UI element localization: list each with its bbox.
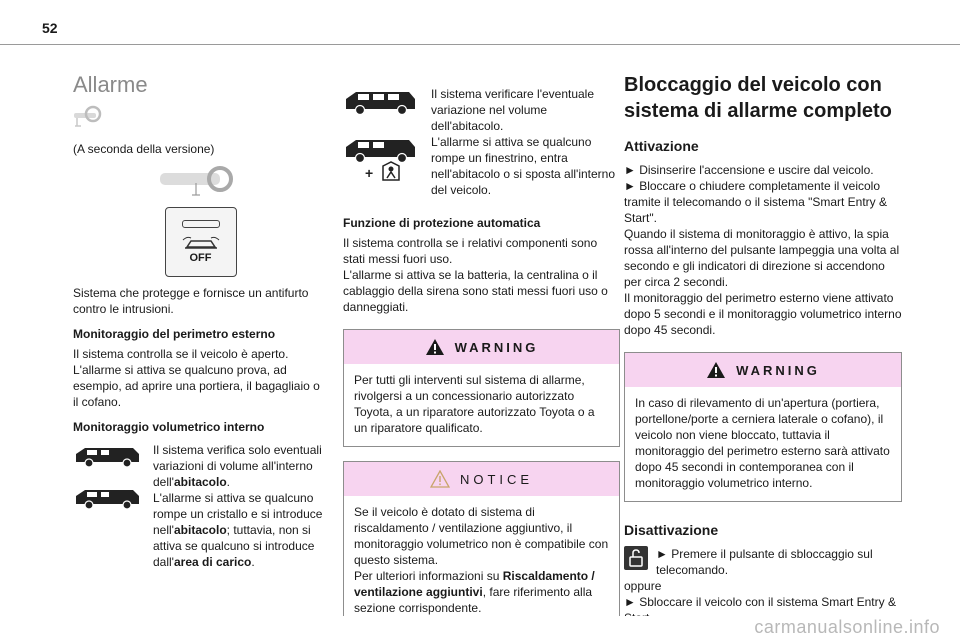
section-title-full-alarm: Bloccaggio del veicolo con sistema di allarme completo xyxy=(624,74,892,122)
van-side-icon-2 xyxy=(73,488,143,510)
warning-icon xyxy=(425,338,445,356)
van-intrusion-icon xyxy=(343,138,419,184)
section-title-alarm: Allarme xyxy=(73,72,148,97)
column-full-alarm xyxy=(624,62,902,626)
activation-step-1: ► Disinserire l'accensione e uscire dal veicolo. xyxy=(624,163,874,177)
activation-step-2: ► Bloccare o chiudere completamente il veicolo tramite il telecomando o il sistema "Smart Entry & Start". xyxy=(624,179,888,225)
heading-activation: Attivazione xyxy=(624,138,699,154)
activation-text-2: Il monitoraggio del perimetro esterno viene attivato dopo 5 secondi e il monitoraggio volumetrico interno dopo 45 secondi. xyxy=(624,291,902,337)
notice-text-1: Se il veicolo è dotato di sistema di riscaldamento / ventilazione aggiuntivo, il monitoraggio volumetrico non è compatibile con questo sistema. xyxy=(354,505,609,567)
alarm-off-button-illustration xyxy=(73,207,328,277)
auto-protection-text-2: L'allarme si attiva se la batteria, la centralina o il cablaggio della sirena sono stati messi fuori uso o danneggiati. xyxy=(343,268,608,314)
van-passenger-icon xyxy=(343,90,419,116)
van-side-icon xyxy=(73,446,143,468)
volume-alarm-text: L'allarme si attiva se qualcuno rompe un finestrino, entra nell'abitacolo o si sposta all'interno del veicolo. xyxy=(431,135,616,197)
notice-text-2: Per ulteriori informazioni su Riscaldamento / ventilazione aggiuntivi, fare riferimento alla sezione corrispondente. xyxy=(354,569,595,615)
steering-illustration xyxy=(73,165,328,199)
column-volumetric xyxy=(343,62,620,627)
auto-protection-text-1: Il sistema controlla se i relativi componenti sono stati messi fuori uso. xyxy=(343,236,598,266)
alarm-intro: Sistema che protegge e fornisce un antifurto contro le intrusioni. xyxy=(73,286,309,316)
volumetric-row xyxy=(73,442,328,570)
warning-box-2 xyxy=(624,352,902,502)
steering-alarm-icon xyxy=(73,104,328,133)
off-label: OFF xyxy=(189,252,212,264)
warning-title-2: WARNING xyxy=(736,362,820,378)
notice-icon xyxy=(430,470,450,488)
warning-text-2: In caso di rilevamento di un'apertura (portiera, portellone/porte a cerniera laterale o cofano), il veicolo non viene bloccato, tuttavia il monitoraggio del perimetro esterno sarà attivato dopo 45 secondi in contemporanea con il monitoraggio volumetrico interno. xyxy=(635,396,890,490)
warning-icon-2 xyxy=(706,361,726,379)
notice-header xyxy=(344,462,619,496)
column-alarm xyxy=(73,62,328,570)
svg-text:+: + xyxy=(365,165,374,181)
warning-header-2 xyxy=(625,353,901,387)
watermark: carmanualsonline.info xyxy=(754,617,940,637)
exterior-monitoring-text: Il sistema controlla se il veicolo è aperto. L'allarme si attiva se qualcuno prova, ad esempio, ad aprire una portiera, il bagagliaio o il cofano. xyxy=(73,347,320,409)
header-divider xyxy=(0,44,960,45)
warning-title: WARNING xyxy=(454,339,539,355)
deactivation-row xyxy=(624,546,902,578)
page-number: 52 xyxy=(42,20,58,36)
volumetric-text: Il sistema verifica solo eventuali variazioni di volume all'interno dell'abitacolo. L'allarme si attiva se qualcuno rompe un cristallo e si introduce nell'abitacolo; tuttavia, non si attiva se qualcuno si introduce dall'area di carico. xyxy=(153,443,323,569)
warning-text: Per tutti gli interventi sul sistema di allarme, rivolgersi a un concessionario autorizzato Toyota, a un riparatore autorizzato Toyota o a un riparatore qualificato. xyxy=(354,373,595,435)
activation-text-1: Quando il sistema di monitoraggio è attivo, la spia rossa all'interno del pulsante lampeggia una volta al secondo e gli indicatori di direzione si accendono per circa 2 secondi. xyxy=(624,227,900,289)
deactivation-step-2: ► Sbloccare il veicolo con il sistema Smart Entry & xyxy=(624,595,896,609)
heading-deactivation: Disattivazione xyxy=(624,522,719,538)
car-alarm-icon xyxy=(181,236,221,250)
notice-title: NOTICE xyxy=(459,471,534,487)
version-note: (A seconda della versione) xyxy=(73,142,215,156)
warning-header xyxy=(344,330,619,364)
heading-volumetric-monitoring: Monitoraggio volumetrico interno xyxy=(73,420,265,434)
volumetric-vans-row xyxy=(343,86,620,198)
deactivation-or: oppure xyxy=(624,579,662,593)
heading-exterior-monitoring: Monitoraggio del perimetro esterno xyxy=(73,327,276,341)
deactivation-step-1: ► Premere il pulsante di sbloccaggio sul telecomando. xyxy=(656,547,873,577)
heading-auto-protection: Funzione di protezione automatica xyxy=(343,216,541,230)
notice-box xyxy=(343,461,620,627)
warning-box xyxy=(343,329,620,447)
unlock-remote-icon xyxy=(624,546,648,570)
volume-check-text: Il sistema verificare l'eventuale variazione nel volume dell'abitacolo. xyxy=(431,87,595,133)
